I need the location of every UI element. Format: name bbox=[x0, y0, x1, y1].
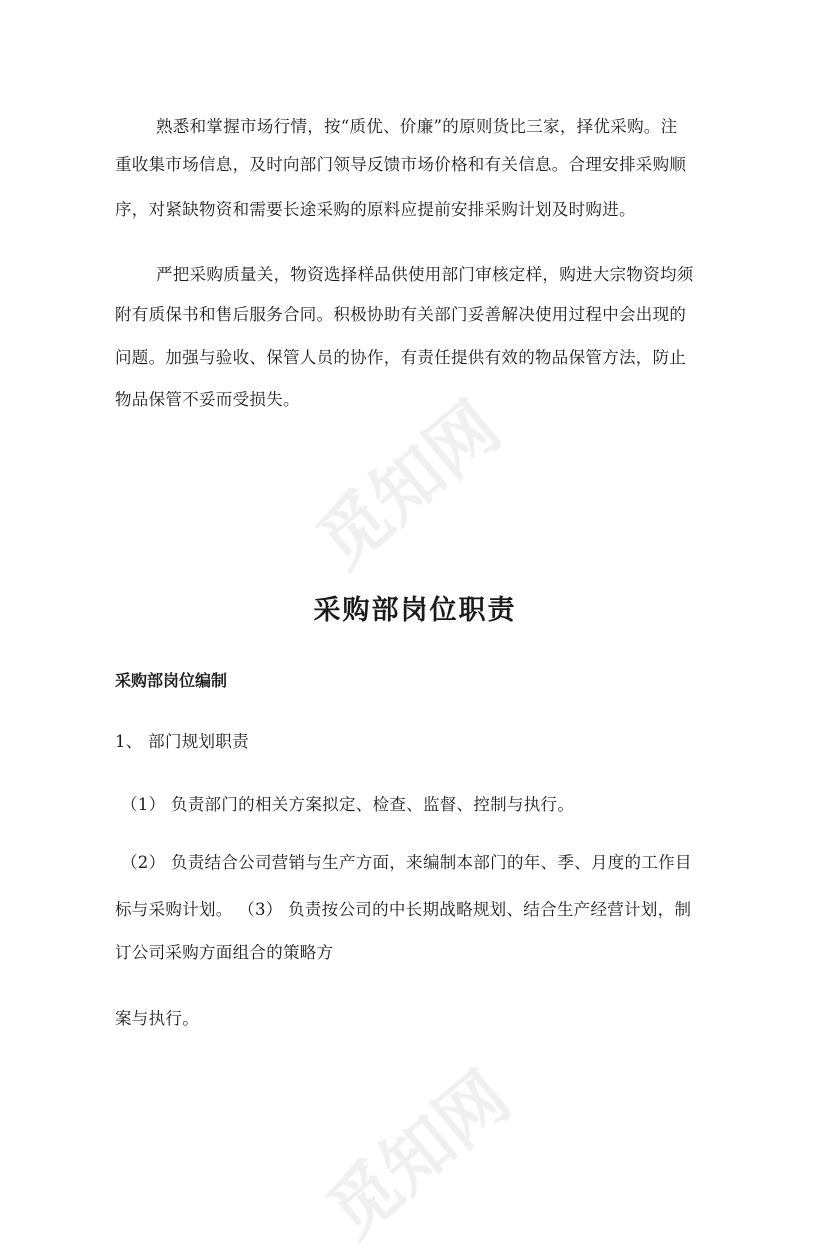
text-line: 标与采购计划。 （3） 负责按公司的中长期战略规划、结合生产经营计划，制 bbox=[115, 900, 692, 919]
watermark: 觅知网 bbox=[301, 385, 516, 584]
text-line: 重收集市场信息，及时向部门领导反馈市场价格和有关信息。合理安排采购顺 bbox=[115, 155, 687, 174]
section-title: 采购部岗位职责 bbox=[313, 595, 517, 626]
watermark: 觅知网 bbox=[311, 1055, 526, 1254]
text-line: 问题。加强与验收、保管人员的协作，有责任提供有效的物品保管方法，防止 bbox=[115, 348, 687, 367]
list-item: （2） 负责结合公司营销与生产方面，来编制本部门的年、季、月度的工作目 bbox=[121, 853, 692, 872]
list-item: 1、 部门规划职责 bbox=[115, 732, 249, 751]
text-line: 订公司采购方面组合的策略方 bbox=[115, 943, 334, 962]
text-line: 序，对紧缺物资和需要长途采购的原料应提前安排采购计划及时购进。 bbox=[115, 200, 636, 219]
list-item: （1） 负责部门的相关方案拟定、检查、监督、控制与执行。 bbox=[121, 795, 575, 814]
text-line: 案与执行。 bbox=[115, 1009, 199, 1028]
text-line: 附有质保书和售后服务合同。积极协助有关部门妥善解决使用过程中会出现的 bbox=[115, 305, 687, 324]
text-line: 物品保管不妥而受损失。 bbox=[115, 390, 300, 409]
text-line: 熟悉和掌握市场行情，按“质优、价廉”的原则货比三家，择优采购。注 bbox=[156, 117, 678, 136]
text-line: 严把采购质量关，物资选择样品供使用部门审核定样，购进大宗物资均须 bbox=[156, 265, 694, 284]
subheading: 采购部岗位编制 bbox=[115, 671, 228, 690]
